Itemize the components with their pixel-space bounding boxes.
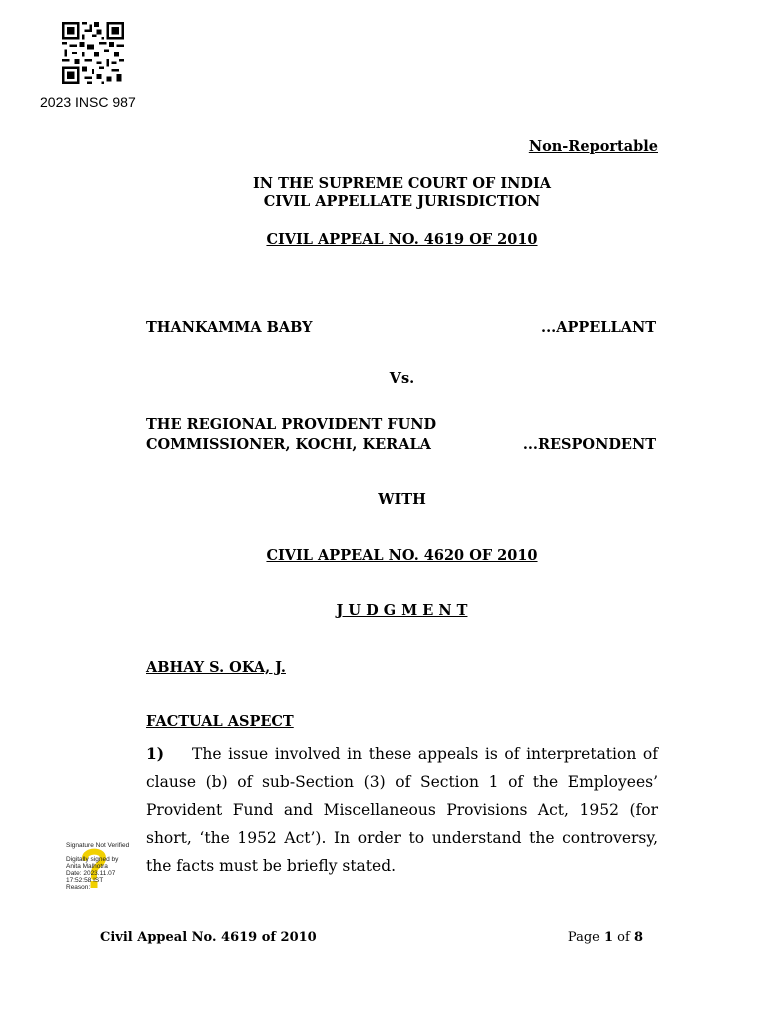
court-name: IN THE SUPREME COURT OF INDIA [252,175,551,192]
paragraph-text: The issue involved in these appeals is of interpretation of clause (b) of sub-Section (3) of Section 1 of the Employees’ Provident Fund and Miscellaneous Provisions Act, 1952 (for short, ‘the 1952 Act’). In order to understand the controversy, the facts must be briefly stated. [146,745,658,875]
signature-reason: Reason: [66,884,91,891]
signature-status: Signature Not Verified [66,842,130,849]
page-of: of [617,930,630,945]
paragraph-number: 1) [146,744,165,763]
case-number-main: CIVIL APPEAL NO. 4619 OF 2010 [266,231,538,248]
appellant-name: THANKAMMA BABY [146,319,313,336]
case-number-connected: CIVIL APPEAL NO. 4620 OF 2010 [266,547,538,564]
signature-name: Anita Malhotra [66,863,108,870]
respondent-name-line2: COMMISSIONER, KOCHI, KERALA [146,436,431,453]
appellant-role: ...APPELLANT [541,319,656,336]
with-label: WITH [378,491,426,508]
judgment-title: J U D G M E N T [336,602,468,619]
footer-case-reference: Civil Appeal No. 4619 of 2010 [100,930,317,945]
section-heading: FACTUAL ASPECT [146,713,294,730]
respondent-role: ...RESPONDENT [522,436,656,453]
signature-date: Date: 2023.11.07 [66,870,116,877]
jurisdiction: CIVIL APPELLATE JURISDICTION [263,193,541,210]
digital-signature-stamp [66,842,138,890]
author-judge: ABHAY S. OKA, J. [146,659,286,676]
page-word: Page [567,930,600,945]
page-current: 1 [603,930,614,945]
signature-time: 17:52:58 IST [66,877,104,884]
signature-signed-by: Digitally signed by [66,856,119,863]
reportability-label: Non-Reportable [528,138,658,155]
versus-label: Vs. [389,370,415,387]
page-total: 8 [633,930,643,945]
paragraph-1 [146,740,658,880]
neutral-citation: 2023 INSC 987 [40,94,136,110]
qr-code-icon [62,22,124,84]
page-indicator [568,930,643,945]
respondent-name-line1: THE REGIONAL PROVIDENT FUND [146,416,437,433]
